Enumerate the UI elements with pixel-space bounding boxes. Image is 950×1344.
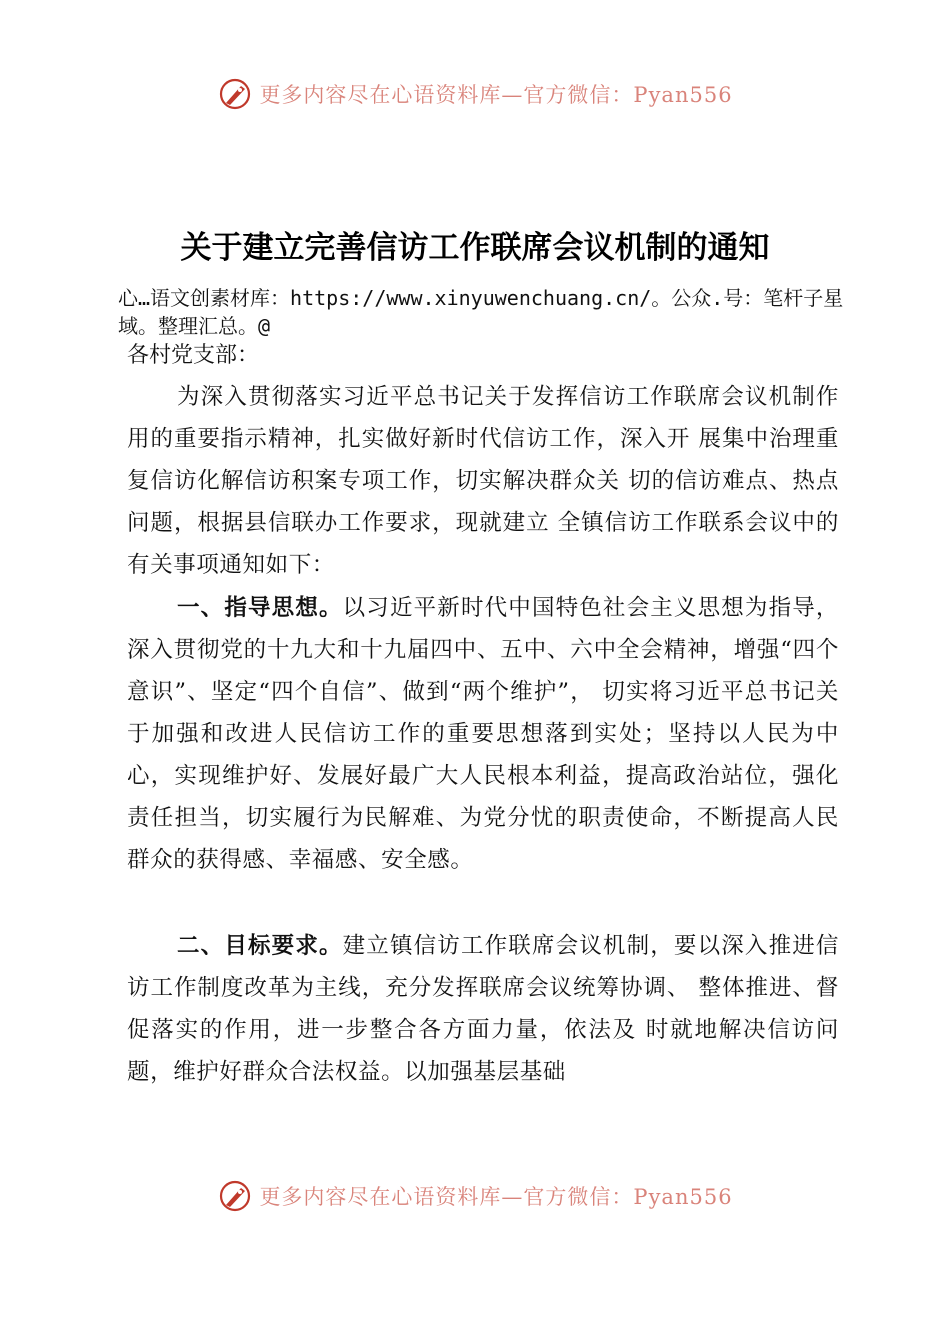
pen-nib-circle-icon (217, 76, 253, 112)
section-body: 以习近平新时代中国特色社会主义思想为指导，深入贯彻党的十九大和十九届四中、五中、六中全会精神，增强“四个意识”、坚定“四个自信”、做到“两个维护”， 切实将习近平总书记关于加强和改进人民信访工作的重要思想落到实处；坚持以人民为中心，实现维护好、发展好最广大人民根本利益，提高政治站位，强化责任担当，切实履行为民解难、为党分忧的职责使命，不断提高人民群众的获得感、幸福感、安全感。 (127, 595, 839, 873)
section-guiding-ideology (127, 587, 839, 881)
watermark-text: 更多内容尽在心语资料库—官方微信：Pyan556 (259, 1185, 733, 1209)
section-heading: 一、指导思想。 (177, 595, 343, 621)
intro-paragraph: 为深入贯彻落实习近平总书记关于发挥信访工作联席会议机制作用的重要指示精神，扎实做好新时代信访工作，深入开 展集中治理重复信访化解信访积案专项工作，切实解决群众关 切的信访难点、热点问题，根据县信联办工作要求，现就建立 全镇信访工作联系会议中的有关事项通知如下： (127, 384, 839, 578)
pen-nib-circle-icon (217, 1178, 253, 1214)
section-goals (127, 925, 839, 1093)
section-heading: 二、目标要求。 (177, 933, 343, 959)
source-line: 心…语文创素材库：https://www.xinyuwenchuang.cn/。公众.号：笔杆子星域。整理汇总。@ (118, 286, 844, 338)
document-title: 关于建立完善信访工作联席会议机制的通知 (180, 230, 770, 266)
watermark-text: 更多内容尽在心语资料库—官方微信：Pyan556 (259, 83, 733, 107)
salutation: 各村党支部： (127, 343, 260, 368)
watermark-banner-bottom (0, 1174, 950, 1218)
section-body: 建立镇信访工作联席会议机制，要以深入推进信访工作制度改革为主线，充分发挥联席会议统筹协调、 整体推进、督促落实的作用，进一步整合各方面力量，依法及 时就地解决信访问题，维护好群众合法权益。以加强基层基础 (127, 933, 839, 1085)
watermark-banner-top (0, 72, 950, 116)
